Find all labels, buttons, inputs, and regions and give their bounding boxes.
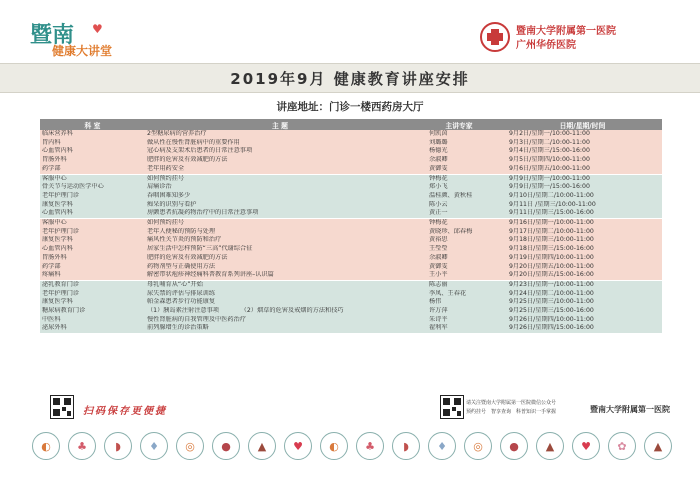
table-row [40, 183, 662, 192]
time-cell: 9月11日 /星期三/10:00-11:00 [503, 201, 662, 210]
title-banner [0, 63, 700, 93]
time-cell: 9月16日/星期一/10:00-11:00 [503, 219, 662, 228]
time-cell: 9月4日/星期三/15:00-16:00 [503, 147, 662, 156]
expert-cell: 黄晓珍、邱春梅 [415, 228, 503, 237]
heart-icon: ♥ [284, 432, 312, 460]
topic-cell: 前列腺增生的诊治策略 [145, 324, 415, 333]
liver-icon: ▲ [644, 432, 672, 460]
topic-cell: 如何预约挂号 [145, 219, 415, 228]
expert-cell: 黄御雯 [415, 263, 503, 272]
time-cell: 9月26日/星期四/10:00-11:00 [503, 316, 662, 325]
table-row [40, 298, 662, 307]
hospital-cross-icon [480, 22, 510, 52]
time-cell: 9月9日/星期一/10:00-11:00 [503, 174, 662, 183]
dept-cell: 老年护理门诊 [40, 228, 145, 237]
kidneys-icon: ● [500, 432, 528, 460]
topic-cell: 老年用药安全 [145, 165, 415, 174]
expert-cell: 余淑卿 [415, 156, 503, 165]
hospital-name-line2: 广州华侨医院 [516, 40, 576, 51]
expert-cell: 钟梅花 [415, 174, 503, 183]
qr-code [50, 395, 74, 419]
dept-cell: 糖尿病教育门诊 [40, 307, 145, 316]
dept-cell: 康复医学科 [40, 236, 145, 245]
logo-health-lecture-text: 健康大讲堂 [52, 44, 113, 58]
time-cell: 9月20日/星期五/15:00-16:00 [503, 271, 662, 280]
table-row [40, 192, 662, 201]
topic-cell: 解密带状疱疹神经痛科普教育系列讲座–认识篇 [145, 271, 415, 280]
topic-cell: 肥胖的危害及有效减肥的方法 [145, 156, 415, 165]
time-cell: 9月23日/星期一/10:00-11:00 [503, 280, 662, 289]
dept-cell: 胃肠外科 [40, 156, 145, 165]
stomach-icon: ◐ [320, 432, 348, 460]
expert-cell: 黄御雯 [415, 165, 503, 174]
expert-cell: 陈小云 [415, 201, 503, 210]
table-row [40, 316, 662, 325]
topic-cell: 尿失禁的评估与排尿训练 [145, 290, 415, 299]
time-cell: 9月10日/星期二/10:00-11:00 [503, 192, 662, 201]
table-row [40, 147, 662, 156]
health-lecture-logo [30, 18, 170, 58]
table-row [40, 209, 662, 218]
scan-save-slogan: 扫码保存更便捷 [83, 406, 167, 417]
table-row [40, 130, 662, 139]
table-row [40, 290, 662, 299]
time-cell: 9月17日/星期二/10:00-11:00 [503, 228, 662, 237]
expert-cell: 陈志丽 [415, 280, 503, 289]
time-cell: 9月9日/星期一/15:00-16:00 [503, 183, 662, 192]
time-cell: 9月20日/星期五/10:00-11:00 [503, 263, 662, 272]
expert-cell: 钟梅花 [415, 219, 503, 228]
topic-cell: 药物剂型与正确使用方法 [145, 263, 415, 272]
table-row [40, 245, 662, 254]
topic-cell: 肥胖的危害及有效减肥的方法 [145, 254, 415, 263]
topic-cell: 房颤患者抗凝药物治疗中的日常注意事项 [145, 209, 415, 218]
table-row [40, 156, 662, 165]
dept-cell: 客服中心 [40, 219, 145, 228]
time-cell: 9月5日/星期四/10:00-11:00 [503, 156, 662, 165]
wechat-qr-code [440, 395, 464, 419]
table-row [40, 165, 662, 174]
topic-cell: 冠心病及支架术后患者的日常注意事项 [145, 147, 415, 156]
expert-cell: 朱诗平 [415, 316, 503, 325]
topic-cell: 如何预约挂号 [145, 174, 415, 183]
time-cell: 9月18日/星期三/10:00-11:00 [503, 236, 662, 245]
organ-icon-strip [32, 432, 672, 462]
hospital-name-line1: 暨南大学附属第一医院 [516, 26, 616, 37]
expert-cell: 翟利军 [415, 324, 503, 333]
hospital-logo [480, 20, 660, 60]
table-row [40, 139, 662, 148]
topic-cell: 居家生活中怎样预防“三高”代谢综合征 [145, 245, 415, 254]
table-row [40, 236, 662, 245]
dept-cell: 胃肠外科 [40, 254, 145, 263]
table-row [40, 307, 662, 316]
intestine-icon: ◎ [176, 432, 204, 460]
dept-cell: 骨关节与运动医学中心 [40, 183, 145, 192]
table-row [40, 254, 662, 263]
dept-cell: 泌尿外科 [40, 324, 145, 333]
heart-icon: ♥ [92, 22, 103, 36]
expert-cell: 许万萍 [415, 307, 503, 316]
expert-cell: 余淑卿 [415, 254, 503, 263]
dept-cell: 心血管内科 [40, 245, 145, 254]
topic-cell: 痛风性关节炎的预防和治疗 [145, 236, 415, 245]
liver-icon: ▲ [536, 432, 564, 460]
dept-cell: 客服中心 [40, 174, 145, 183]
dept-cell: 康复医学科 [40, 298, 145, 307]
liver-icon: ▲ [248, 432, 276, 460]
dept-cell: 胃内科 [40, 139, 145, 148]
dept-cell: 临床营养科 [40, 130, 145, 139]
table-row [40, 174, 662, 183]
footer-hospital-name: 暨南大学附属第一医院 [590, 405, 670, 414]
time-cell: 9月2日/星期一/10:00-11:00 [503, 130, 662, 139]
wechat-note-line1: 请关注暨南大学附属第一医院微信公众号 [466, 400, 557, 406]
table-row [40, 280, 662, 289]
table-row [40, 201, 662, 210]
logo-jinan-text: 暨南 [30, 22, 75, 48]
time-cell: 9月25日/星期三/10:00-11:00 [503, 298, 662, 307]
table-row [40, 324, 662, 333]
stomach-icon: ◐ [32, 432, 60, 460]
intestine-icon: ◎ [464, 432, 492, 460]
topic-cell: 慢性肾脏病的自我管理及中医药治疗 [145, 316, 415, 325]
kidneys-icon: ● [212, 432, 240, 460]
time-cell: 9月24日/星期二/10:00-11:00 [503, 290, 662, 299]
expert-cell: 黄裕思 [415, 236, 503, 245]
heart-icon: ♥ [572, 432, 600, 460]
expert-cell: 刘璐璐 [415, 139, 503, 148]
lecture-address: 讲座地址：门诊一楼西药房大厅 [276, 101, 424, 113]
topic-cell: 吞咽困难知多少 [145, 192, 415, 201]
topic-cell: 2型糖尿病的营养治疗 [145, 130, 415, 139]
time-cell: 9月11日/星期三/15:00-16:00 [503, 209, 662, 218]
dept-cell: 疼痛科 [40, 271, 145, 280]
time-cell: 9月25日/星期三/15:00-16:00 [503, 307, 662, 316]
dept-cell: 泌乳教育门诊 [40, 280, 145, 289]
topic-cell: （1）胰岛素注射注意事项 （2）烟草的危害及戒烟的方法和技巧 [145, 307, 415, 316]
lungs-icon: ♣ [356, 432, 384, 460]
time-cell: 9月19日/星期四/10:00-11:00 [503, 254, 662, 263]
header-dept: 科 室 [40, 119, 145, 130]
topic-cell: 做从性在慢性肾脏病中的重要作用 [145, 139, 415, 148]
topic-cell: 帕金森患者步行功能康复 [145, 298, 415, 307]
table-header-row [40, 119, 662, 130]
dept-cell: 老年护理门诊 [40, 192, 145, 201]
table-row [40, 219, 662, 228]
tooth-icon: ♦ [428, 432, 456, 460]
header-expert: 主讲专家 [415, 119, 503, 130]
dept-cell: 康复医学科 [40, 201, 145, 210]
time-cell: 9月6日/星期五/10:00-11:00 [503, 165, 662, 174]
wechat-note-line2: 预约挂号 智享查询 科普知识一手掌握 [466, 409, 557, 415]
table-row [40, 271, 662, 280]
topic-cell: 肩痛诊治 [145, 183, 415, 192]
time-cell: 9月26日/星期四/15:00-16:00 [503, 324, 662, 333]
dept-cell: 中医科 [40, 316, 145, 325]
dept-cell: 老年护理门诊 [40, 290, 145, 299]
dept-cell: 药学部 [40, 263, 145, 272]
kidney-icon: ◗ [104, 432, 132, 460]
table-row [40, 263, 662, 272]
lungs-icon: ♣ [68, 432, 96, 460]
header-time: 日期/星期/时间 [503, 119, 662, 130]
expert-cell: 王瑩瑩 [415, 245, 503, 254]
expert-cell: 温桂颜、黄秋桂 [415, 192, 503, 201]
page-title: 2019年9月 健康教育讲座安排 [230, 69, 470, 88]
dept-cell: 心血管内科 [40, 147, 145, 156]
table-row [40, 228, 662, 237]
dept-cell: 药学部 [40, 165, 145, 174]
expert-cell: 王小平 [415, 271, 503, 280]
header-topic: 主 题 [145, 119, 415, 130]
time-cell: 9月3日/星期二/10:00-11:00 [503, 139, 662, 148]
topic-cell: 母乳哺育从“心”开始 [145, 280, 415, 289]
brain-icon: ✿ [608, 432, 636, 460]
expert-cell: 何凯茵 [415, 130, 503, 139]
expert-cell: 李凤、王春花 [415, 290, 503, 299]
expert-cell: 黄正一 [415, 209, 503, 218]
expert-cell: 郑小飞 [415, 183, 503, 192]
kidney-icon: ◗ [392, 432, 420, 460]
tooth-icon: ♦ [140, 432, 168, 460]
topic-cell: 老年人便秘的预防与处理 [145, 228, 415, 237]
topic-cell: 痴呆的识别与看护 [145, 201, 415, 210]
expert-cell: 杨伟 [415, 298, 503, 307]
expert-cell: 杨德光 [415, 147, 503, 156]
dept-cell: 心血管内科 [40, 209, 145, 218]
schedule-table [40, 119, 662, 333]
time-cell: 9月18日/星期三/15:00-16:00 [503, 245, 662, 254]
